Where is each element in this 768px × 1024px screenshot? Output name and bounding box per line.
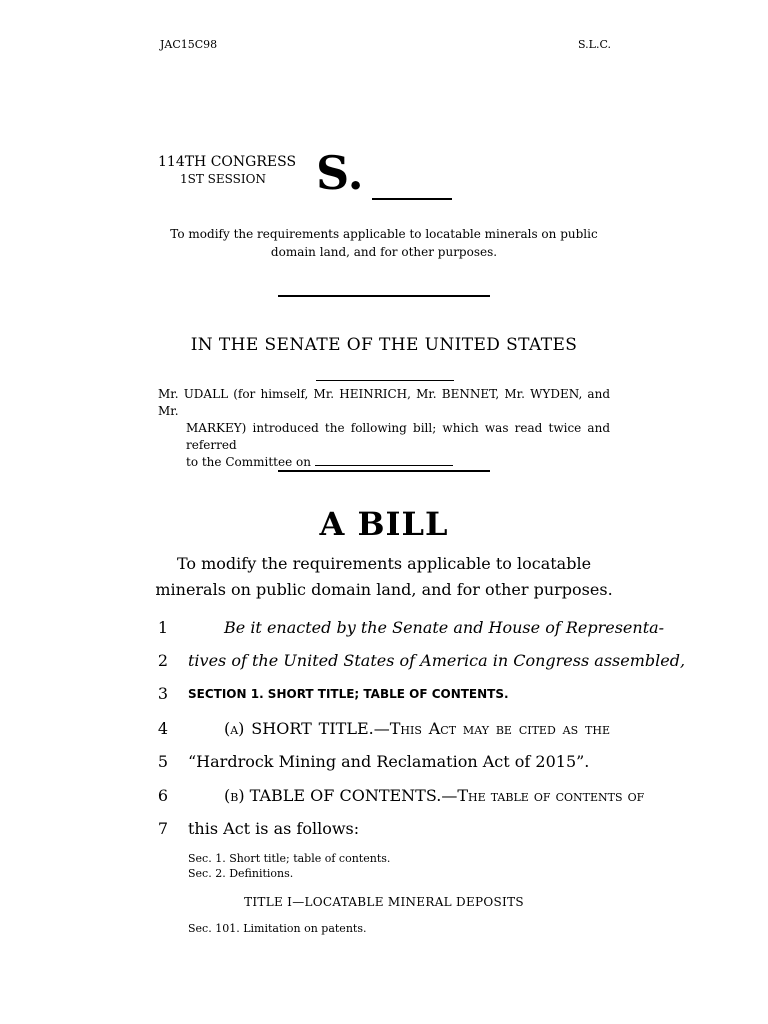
line-number: 1: [157, 618, 169, 637]
bill-line: [150, 651, 686, 675]
purpose-summary: To modify the requirements applicable to locatable minerals on public domain land, and for other purposes.: [170, 227, 598, 259]
session-label: 1ST SESSION: [180, 172, 266, 186]
divider: [278, 295, 490, 297]
toc-title-heading: TITLE I—LOCATABLE MINERAL DEPOSITS: [244, 895, 524, 909]
congress-label: 114TH CONGRESS: [158, 154, 297, 170]
divider-thin: [316, 380, 454, 381]
toc-entry: Sec. 1. Short title; table of contents.: [188, 852, 391, 865]
bill-line: [150, 684, 610, 708]
act-name: “Hardrock Mining and Reclamation Act of 2015”.: [188, 752, 590, 771]
enacting-clause: Be it enacted by the Senate and House of Representa-: [224, 618, 665, 637]
bill-line: [150, 719, 610, 743]
bill-line: [150, 819, 610, 843]
line-number: 7: [157, 819, 169, 838]
subsection-short-title: (a) SHORT TITLE.—This Act may be cited as the: [224, 719, 610, 738]
bill-line: [150, 618, 665, 642]
committee-blank: [315, 454, 453, 466]
introduction-line-1: Mr. UDALL (for himself, Mr. HEINRICH, Mr. BENNET, Mr. WYDEN, and Mr.: [158, 387, 610, 418]
toc-intro: this Act is as follows:: [188, 819, 360, 838]
toc-entry: Sec. 101. Limitation on patents.: [188, 922, 367, 935]
document-code: JAC15C98: [160, 38, 218, 51]
line-number: 6: [157, 786, 169, 805]
toc-entry: Sec. 2. Definitions.: [188, 867, 294, 880]
introduction-paragraph: [158, 386, 610, 471]
bill-line: [150, 752, 610, 776]
enacting-clause: tives of the United States of America in Congress assembled,: [188, 651, 686, 670]
section-heading: SECTION 1. SHORT TITLE; TABLE OF CONTENTS.: [188, 687, 509, 701]
line-number: 2: [157, 651, 169, 670]
bill-line: [150, 786, 645, 810]
divider: [278, 470, 490, 472]
line-number: 3: [157, 684, 169, 703]
line-number: 5: [157, 752, 169, 771]
purpose-statement: To modify the requirements applicable to locatable minerals on public domain land, and for other purposes.: [155, 554, 613, 599]
introduction-line-3: to the Committee on: [186, 455, 311, 469]
subsection-table-of-contents: (b) TABLE OF CONTENTS.—The table of contents of: [224, 786, 645, 805]
bill-letter: S.: [316, 146, 364, 200]
bill-number-blank: [372, 198, 452, 200]
line-number: 4: [157, 719, 169, 738]
document-type-code: S.L.C.: [578, 38, 611, 51]
chamber-heading: IN THE SENATE OF THE UNITED STATES: [190, 335, 578, 355]
bill-title: A BILL: [319, 505, 449, 543]
introduction-line-2: MARKEY) introduced the following bill; which was read twice and referred: [186, 421, 610, 452]
